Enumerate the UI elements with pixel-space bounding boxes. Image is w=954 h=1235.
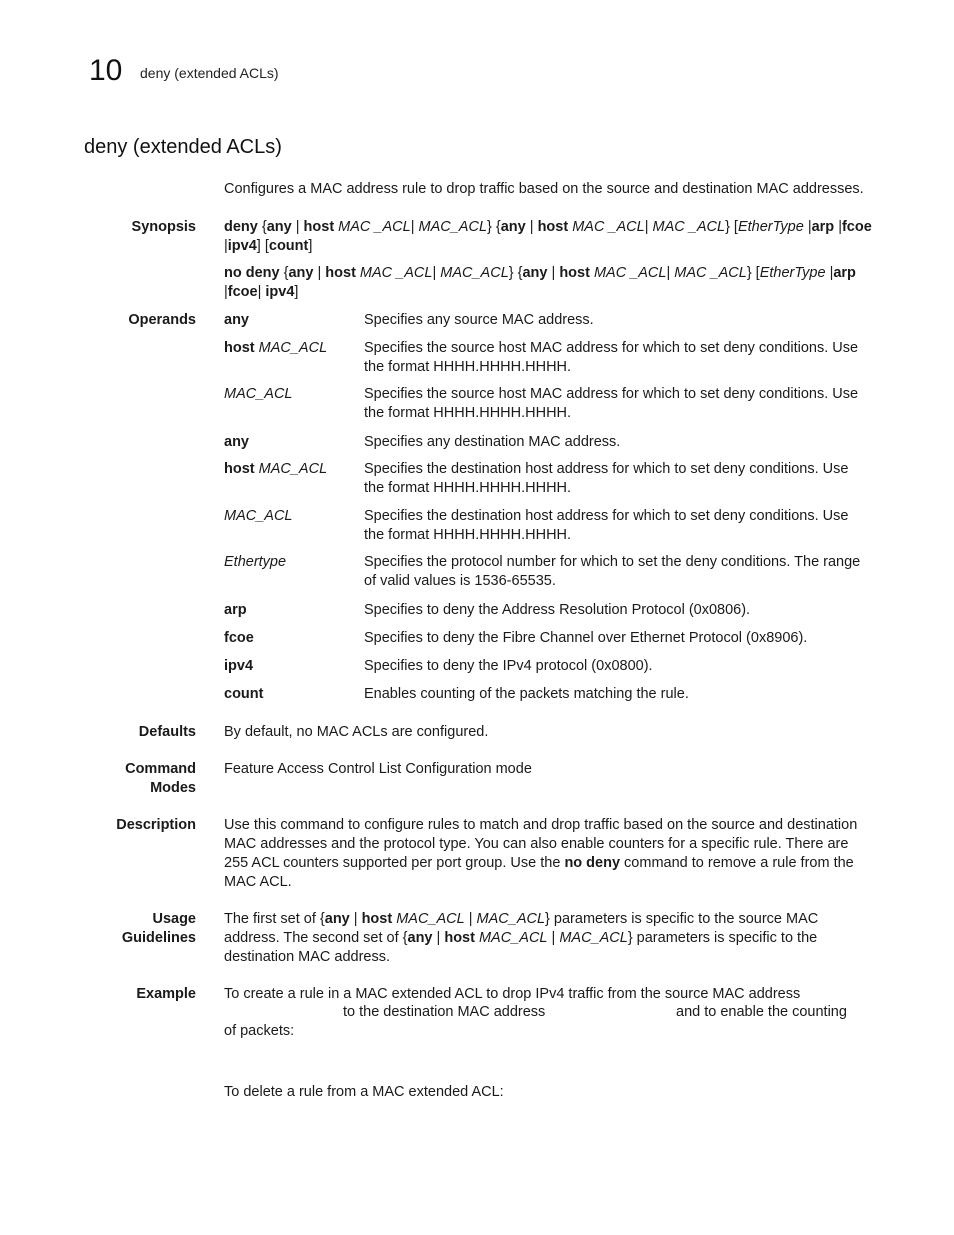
kw-host: host: [537, 219, 569, 235]
kw-host: host: [325, 265, 356, 281]
syn-text: |: [224, 238, 228, 254]
operand-description: Specifies the destination host address for which to set deny conditions. Use the format HHHH.HHHH.HHHH.: [364, 461, 849, 496]
operand-keyword: ipv4: [224, 658, 254, 674]
syn-text: } [: [746, 265, 760, 281]
example-label: Example: [136, 986, 196, 1002]
arg-mac-acl: MAC _ACL: [589, 265, 667, 281]
command-modes-text: Feature Access Control List Configuration mode: [224, 761, 532, 777]
operand-keyword: any: [224, 434, 249, 450]
syn-text: |: [803, 219, 812, 235]
operand-description: Specifies to deny the Fibre Channel over Ethernet Protocol (0x8906).: [364, 630, 808, 646]
kw-host: host: [444, 930, 475, 946]
desc-text: command to remove a rule from the MAC ACL.: [224, 855, 854, 890]
operand-keyword: arp: [224, 602, 247, 618]
operand-description: Specifies any source MAC address.: [364, 312, 594, 328]
arg-mac-acl: MAC_ACL: [559, 930, 628, 946]
operand-term: [224, 685, 360, 704]
kw-fcoe: fcoe: [841, 219, 872, 235]
running-title: deny (extended ACLs): [140, 65, 279, 81]
kw-any: any: [324, 911, 350, 927]
kw-no-deny: no deny: [224, 265, 280, 281]
syn-text: |: [547, 265, 560, 281]
description-text: [224, 816, 872, 892]
synopsis-label: Synopsis: [131, 219, 196, 235]
kw-arp: arp: [811, 219, 835, 235]
operand-keyword: host: [224, 461, 255, 477]
example-line-2b: and to enable the counting: [676, 1004, 847, 1020]
operand-description: Specifies to deny the Address Resolution Protocol (0x0806).: [364, 602, 751, 618]
syn-text: } {: [508, 265, 523, 281]
kw-deny: deny: [224, 219, 258, 235]
usage-part: The first set of {: [224, 911, 325, 927]
usage-part: } parameters is specific to the source MAC address. The second set of {: [224, 911, 819, 946]
arg-mac-acl: MAC _ACL: [334, 219, 411, 235]
kw-host: host: [361, 911, 393, 927]
operand-description: Specifies the destination host address for which to set deny conditions. Use the format HHHH.HHHH.HHHH.: [364, 508, 849, 543]
chapter-number: 10: [89, 54, 123, 87]
desc-text: Use this command to configure rules to match and drop traffic based on the source and destination MAC addresses and the protocol type. You can also enable counters for a specific rule. There are 255 ACL counters supported per port group. Use the: [224, 817, 858, 871]
example-line-3: of packets:: [224, 1023, 295, 1039]
usage-part: |: [349, 911, 362, 927]
arg-ethertype: EtherType: [759, 265, 826, 281]
usage-part: |: [464, 911, 477, 927]
operand-description: Enables counting of the packets matching the rule.: [364, 686, 689, 702]
synopsis-line-2: [224, 264, 872, 302]
arg-mac-acl: MAC_ACL: [474, 930, 548, 946]
intro-text: Configures a MAC address rule to drop traffic based on the source and destination MAC addresses.: [224, 181, 864, 197]
usage-part: |: [432, 930, 445, 946]
synopsis-line-1: [224, 218, 872, 256]
label-line: Guidelines: [121, 930, 196, 946]
usage-part: |: [547, 930, 560, 946]
arg-mac-acl: MAC _ACL: [652, 219, 726, 235]
syn-text: |: [313, 265, 326, 281]
operand-term: [224, 311, 360, 330]
example-line-1: To create a rule in a MAC extended ACL to drop IPv4 traffic from the source MAC address: [224, 986, 801, 1002]
operand-arg: MAC_ACL: [254, 340, 328, 356]
kw-any: any: [500, 219, 526, 235]
label-line: Usage: [152, 911, 196, 927]
syn-text: |: [432, 265, 441, 281]
kw-any: any: [407, 930, 433, 946]
syn-text: |: [410, 219, 419, 235]
usage-part: } parameters is specific to the destination MAC address.: [224, 930, 818, 965]
operand-term: [224, 553, 360, 572]
syn-text: |: [825, 265, 834, 281]
kw-any: any: [522, 265, 548, 281]
syn-text: |: [525, 219, 538, 235]
label-line: Command: [125, 761, 196, 777]
usage-text: [224, 910, 872, 967]
operand-term: [224, 339, 360, 358]
operands-label: Operands: [128, 312, 196, 328]
operand-arg: Ethertype: [224, 554, 287, 570]
example-line-4: To delete a rule from a MAC extended ACL:: [224, 1084, 504, 1100]
syn-text: |: [291, 219, 304, 235]
kw-fcoe: fcoe: [227, 284, 258, 300]
syn-text: ]: [294, 284, 299, 300]
label-line: Modes: [150, 780, 196, 796]
operand-arg: MAC_ACL: [224, 508, 293, 524]
operand-description: Specifies any destination MAC address.: [364, 434, 621, 450]
defaults-text: By default, no MAC ACLs are configured.: [224, 724, 489, 740]
syn-text: {: [279, 265, 289, 281]
kw-no-deny: no deny: [564, 855, 621, 871]
syn-text: |: [834, 219, 842, 235]
operand-term: [224, 460, 360, 479]
operand-keyword: fcoe: [224, 630, 254, 646]
operand-term: [224, 657, 360, 676]
kw-any: any: [288, 265, 314, 281]
operand-description: Specifies to deny the IPv4 protocol (0x0800).: [364, 658, 653, 674]
operand-term: [224, 601, 360, 620]
operand-description: Specifies the protocol number for which to set the deny conditions. The range of valid values is 1536-65535.: [364, 554, 861, 589]
syn-text: ] [: [256, 238, 269, 254]
operand-term: [224, 385, 360, 404]
operand-term: [224, 629, 360, 648]
syn-text: {: [257, 219, 267, 235]
syn-text: ]: [308, 238, 313, 254]
operand-description: Specifies the source host MAC address for which to set deny conditions. Use the format HHHH.HHHH.HHHH.: [364, 386, 859, 421]
syn-text: |: [644, 219, 653, 235]
command-modes-label: [125, 760, 196, 798]
operand-description: Specifies the source host MAC address for which to set deny conditions. Use the format HHHH.HHHH.HHHH.: [364, 340, 859, 375]
operand-arg: MAC_ACL: [254, 461, 328, 477]
arg-mac-acl: MAC _ACL: [355, 265, 433, 281]
arg-mac-acl: MAC_ACL: [418, 219, 488, 235]
kw-ipv4: ipv4: [227, 238, 257, 254]
kw-arp: arp: [833, 265, 856, 281]
arg-mac-acl: MAC_ACL: [440, 265, 509, 281]
syn-text: |: [666, 265, 675, 281]
arg-mac-acl: MAC _ACL: [568, 219, 645, 235]
syn-text: |: [224, 284, 228, 300]
arg-mac-acl: MAC _ACL: [674, 265, 747, 281]
operand-keyword: host: [224, 340, 255, 356]
operand-keyword: any: [224, 312, 249, 328]
syn-text: } [: [725, 219, 738, 235]
arg-mac-acl: MAC_ACL: [392, 911, 465, 927]
operand-arg: MAC_ACL: [224, 386, 293, 402]
operand-term: [224, 433, 360, 452]
syn-text: |: [257, 284, 266, 300]
defaults-label: Defaults: [138, 724, 196, 740]
kw-host: host: [303, 219, 335, 235]
example-line-2a: to the destination MAC address: [343, 1004, 546, 1020]
operand-term: [224, 507, 360, 526]
kw-host: host: [559, 265, 590, 281]
usage-label: [122, 910, 196, 948]
arg-mac-acl: MAC_ACL: [476, 911, 546, 927]
page-title: deny (extended ACLs): [84, 136, 282, 158]
operand-keyword: count: [224, 686, 264, 702]
description-label: Description: [116, 817, 196, 833]
syn-text: } {: [487, 219, 501, 235]
kw-count: count: [268, 238, 309, 254]
kw-any: any: [266, 219, 292, 235]
kw-ipv4: ipv4: [265, 284, 295, 300]
arg-ethertype: EtherType: [737, 219, 804, 235]
